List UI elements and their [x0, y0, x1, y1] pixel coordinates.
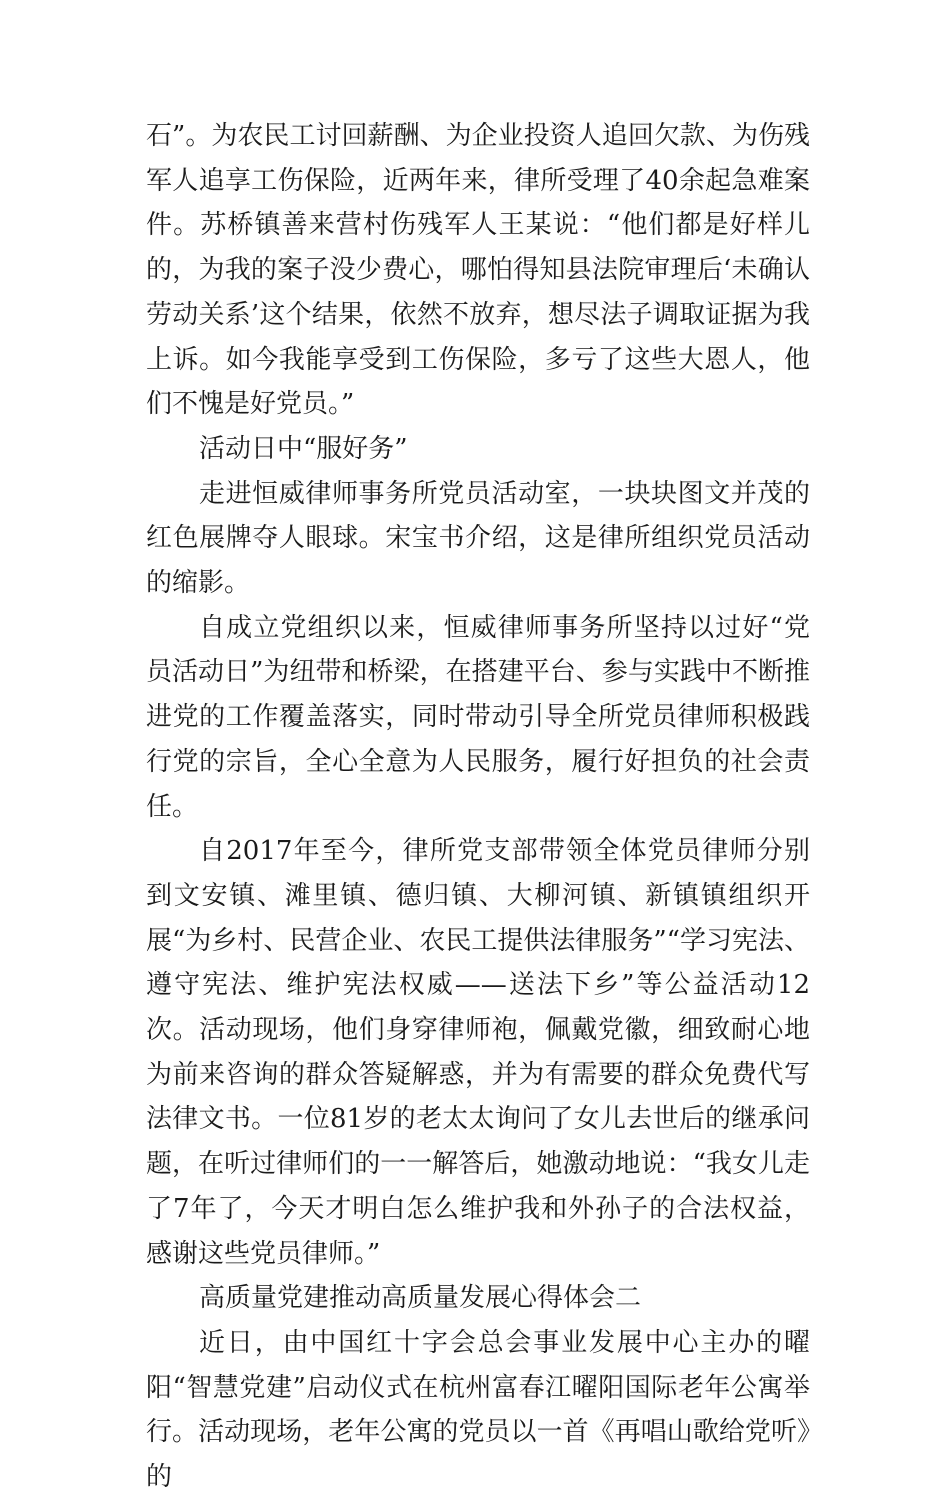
paragraph-1: 石”。为农民工讨回薪酬、为企业投资人追回欠款、为伤残军人追享工伤保险，近两年来，律所受理了40余起急难案件。苏桥镇善来营村伤残军人王某说：“他们都是好样儿的，为我的案子没少费心，哪怕得知县法院审理后‘未确认劳动关系’这个结果，依然不放弃，想尽法子调取证据为我上诉。如今我能享受到工伤保险，多亏了这些大恩人，他们不愧是好党员。”: [146, 121, 810, 420]
paragraph-5: 近日，由中国红十字会总会事业发展中心主办的曜阳“智慧党建”启动仪式在杭州富春江曜阳国际老年公寓举行。活动现场，老年公寓的党员以一首《再唱山歌给党听》的: [146, 1327, 810, 1493]
paragraph-2: 走进恒威律师事务所党员活动室，一块块图文并茂的红色展牌夺人眼球。宋宝书介绍，这是律所组织党员活动的缩影。: [146, 478, 810, 599]
paragraph-3: 自成立党组织以来，恒威律师事务所坚持以过好“党员活动日”为纽带和桥梁，在搭建平台、参与实践中不断推进党的工作覆盖落实，同时带动引导全所党员律师积极践行党的宗旨，全心全意为人民服务，履行好担负的社会责任。: [146, 612, 810, 822]
section-heading-experience-two: 高质量党建推动高质量发展心得体会二: [199, 1283, 642, 1314]
paragraph-4: 自2017年至今，律所党支部带领全体党员律师分别到文安镇、滩里镇、德归镇、大柳河镇、新镇镇组织开展“为乡村、民营企业、农民工提供法律服务”“学习宪法、遵守宪法、维护宪法权威——送法下乡”等公益活动12次。活动现场，他们身穿律师袍，佩戴党徽，细致耐心地为前来咨询的群众答疑解惑，并为有需要的群众免费代写法律文书。一位81岁的老太太询问了女儿去世后的继承问题，在听过律师们的一一解答后，她激动地说：“我女儿走了7年了，今天才明白怎么维护我和外孙子的合法权益，感谢这些党员律师。”: [146, 836, 810, 1269]
document-body: [146, 114, 810, 1500]
section-heading-activity-day: 活动日中“服好务”: [199, 433, 408, 464]
